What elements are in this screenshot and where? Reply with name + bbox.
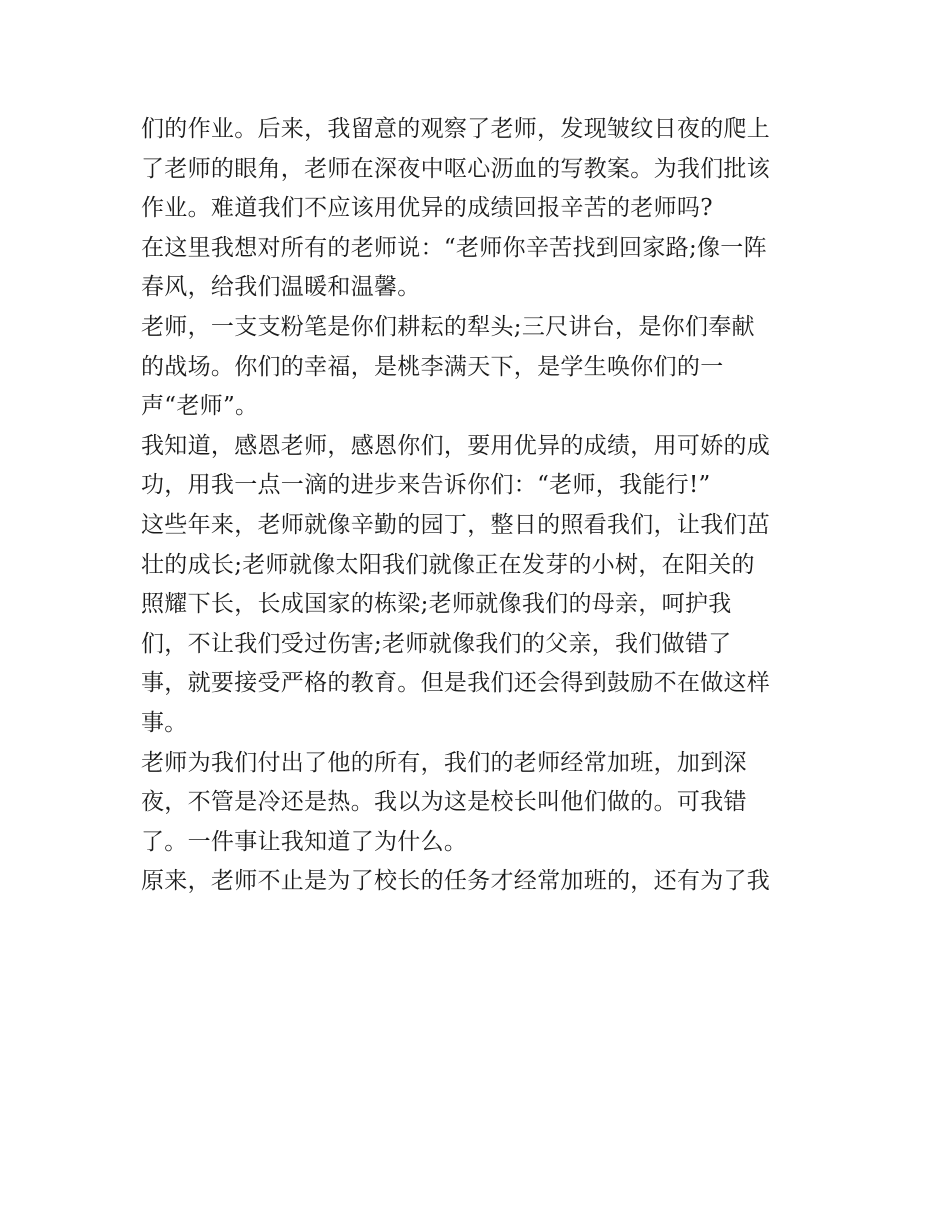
text-line: 了。一件事让我知道了为什么。 [141,828,468,855]
text-line: 的战场。你们的幸福，是桃李满天下，是学生唤你们的一 [141,353,724,380]
text-line: 事，就要接受严格的教育。但是我们还会得到鼓励不在做这样 [141,670,771,697]
text-line: 了老师的眼角，老师在深夜中呕心沥血的写教案。为我们批该 [141,155,771,182]
text-line: 春风，给我们温暖和温馨。 [141,274,421,301]
text-line: 们的作业。后来，我留意的观察了老师，发现皱纹日夜的爬上 [141,116,771,142]
text-line: 老师为我们付出了他的所有，我们的老师经常加班，加到深 [141,749,747,776]
text-line: 功，用我一点一滴的进步来告诉你们：“老师，我能行!” [141,472,711,499]
body-text [141,110,817,902]
text-line: 声“老师”。 [141,393,259,420]
text-line: 在这里我想对所有的老师说：“老师你辛苦找到回家路;像一阵 [141,234,767,261]
text-line: 我知道，感恩老师，感恩你们，要用优异的成绩，用可娇的成 [141,432,771,459]
text-line: 事。 [141,709,188,736]
text-line: 原来，老师不止是为了校长的任务才经常加班的，还有为了我 [141,868,771,895]
text-line: 这些年来，老师就像辛勤的园丁，整日的照看我们，让我们茁 [141,511,771,538]
text-line: 们，不让我们受过伤害;老师就像我们的父亲，我们做错了 [141,630,732,657]
text-line: 照耀下长，长成国家的栋梁;老师就像我们的母亲，呵护我 [141,591,732,618]
text-line: 作业。难道我们不应该用优异的成绩回报辛苦的老师吗? [141,195,713,222]
text-line: 夜，不管是冷还是热。我以为这是校长叫他们做的。可我错 [141,789,747,816]
text-line: 壮的成长;老师就像太阳我们就像正在发芽的小树，在阳关的 [141,551,755,578]
text-line: 老师，一支支粉笔是你们耕耘的犁头;三尺讲台，是你们奉献 [141,313,755,340]
